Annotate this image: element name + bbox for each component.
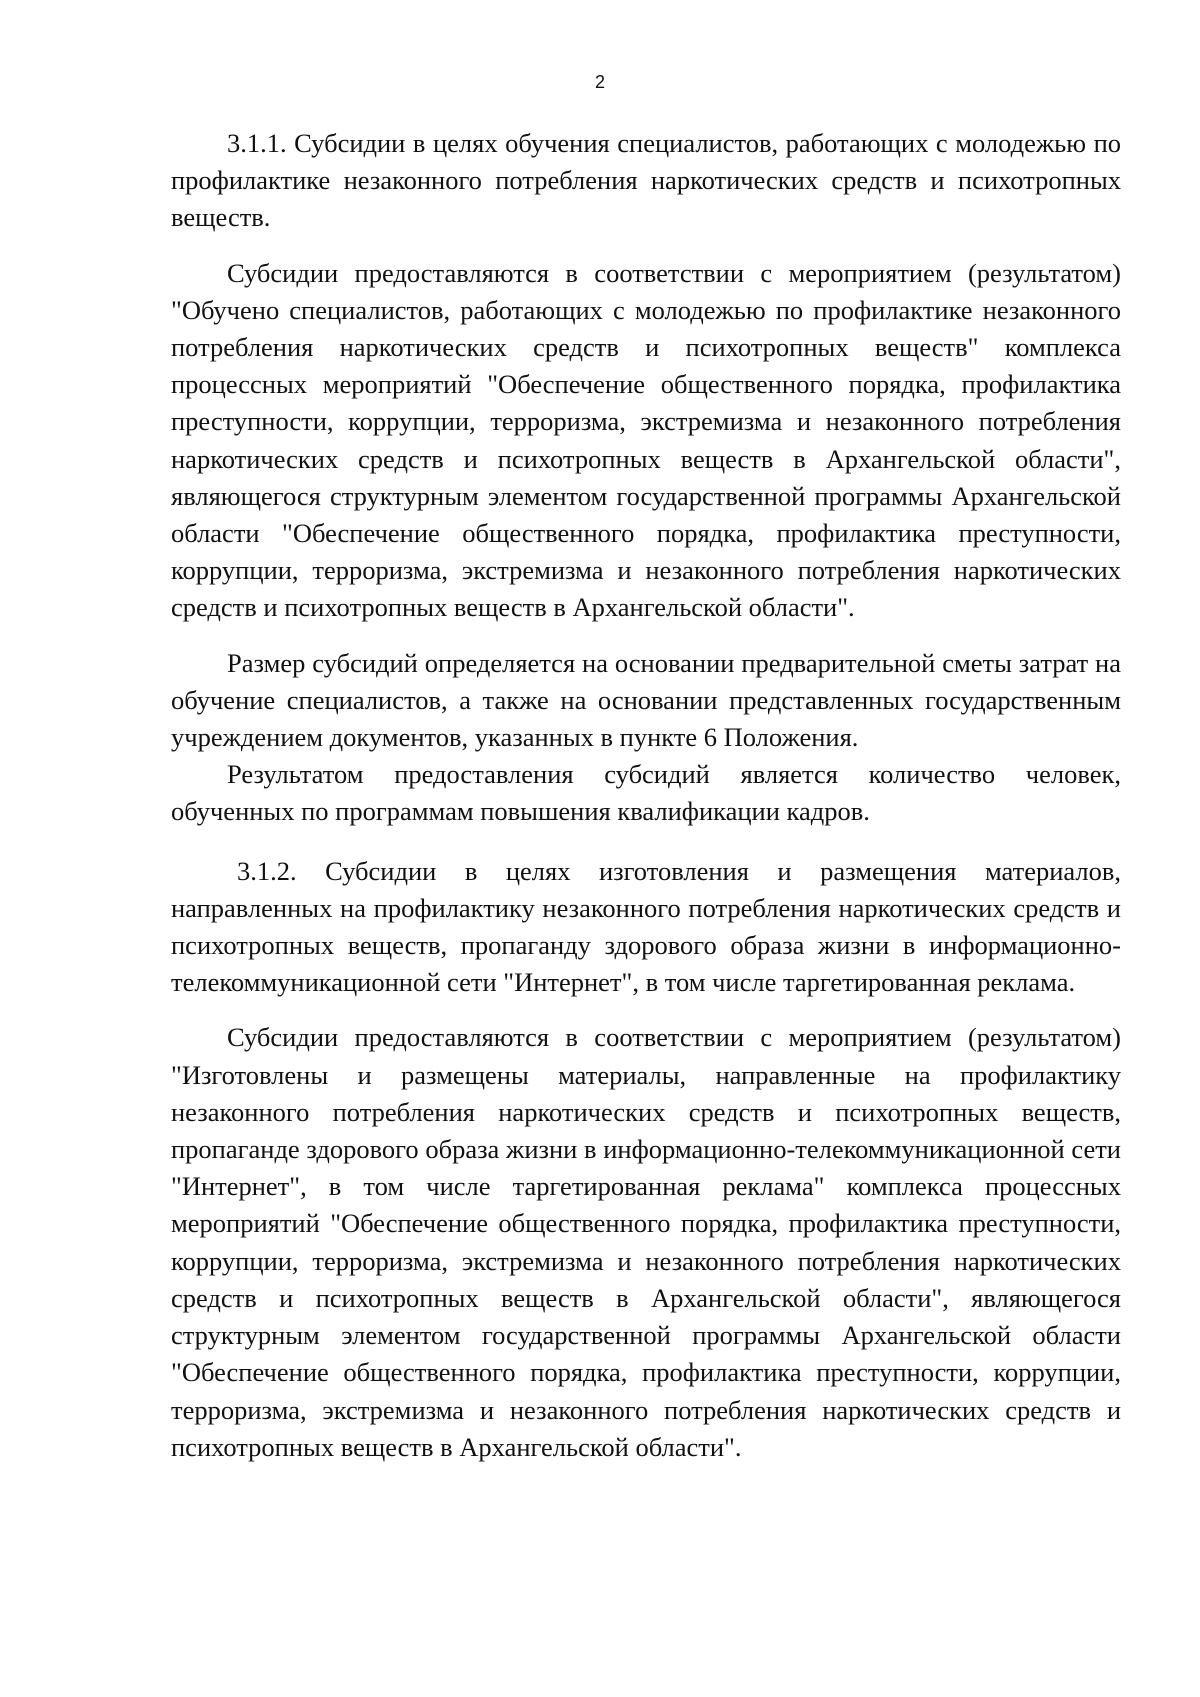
paragraph-3-1-1-amount: Размер субсидий определяется на основании предварительной сметы затрат на обучение специалистов, а также на основании представленных государственным учреждением документов, указанных в пункте 6 Положения. (171, 647, 1121, 753)
paragraph-3-1-1-basis: Субсидии предоставляются в соответствии с мероприятием (результатом) "Обучено специалистов, работающих с молодежью по профилактике незаконного потребления наркотических средств и психотропных веществ" комплекса процессных мероприятий "Обеспечение общественного порядка, профилактика преступности, коррупции, терроризма, экстремизма и незаконного потребления наркотических средств и психотропных веществ в Архангельской области", являющегося структурным элементом государственной программы Архангельской области "Обеспечение общественного порядка, профилактика преступности, коррупции, терроризма, экстремизма и незаконного потребления наркотических средств и психотропных веществ в Архангельской области". (171, 257, 1121, 623)
paragraph-3-1-1-heading: 3.1.1. Субсидии в целях обучения специалистов, работающих с молодежью по профилактике незаконного потребления наркотических средств и психотропных веществ. (171, 128, 1121, 233)
paragraph-3-1-1-result: Результатом предоставления субсидий является количество человек, обученных по программам повышения квалификации кадров. (171, 759, 1121, 827)
paragraph-3-1-2-heading: 3.1.2. Субсидии в целях изготовления и размещения материалов, направленных на профилактику незаконного потребления наркотических средств и психотропных веществ, пропаганду здорового образа жизни в информационно-телекоммуникационной сети "Интернет", в том числе таргетированная реклама. (171, 855, 1121, 998)
paragraph-3-1-2-basis: Субсидии предоставляются в соответствии с мероприятием (результатом) "Изготовлены и размещены материалы, направленные на профилактику незаконного потребления наркотических средств и психотропных веществ, пропаганде здорового образа жизни в информационно-телекоммуникационной сети "Интернет", в том числе таргетированная реклама" комплекса процессных мероприятий "Обеспечение общественного порядка, профилактика преступности, коррупции, терроризма, экстремизма и незаконного потребления наркотических средств и психотропных веществ в Архангельской области", являющегося структурным элементом государственной программы Архангельской области "Обеспечение общественного порядка, профилактика преступности, коррупции, терроризма, экстремизма и незаконного потребления наркотических средств и психотропных веществ в Архангельской области". (171, 1022, 1121, 1462)
document-body (171, 125, 1121, 1466)
page-number: 2 (594, 72, 605, 92)
